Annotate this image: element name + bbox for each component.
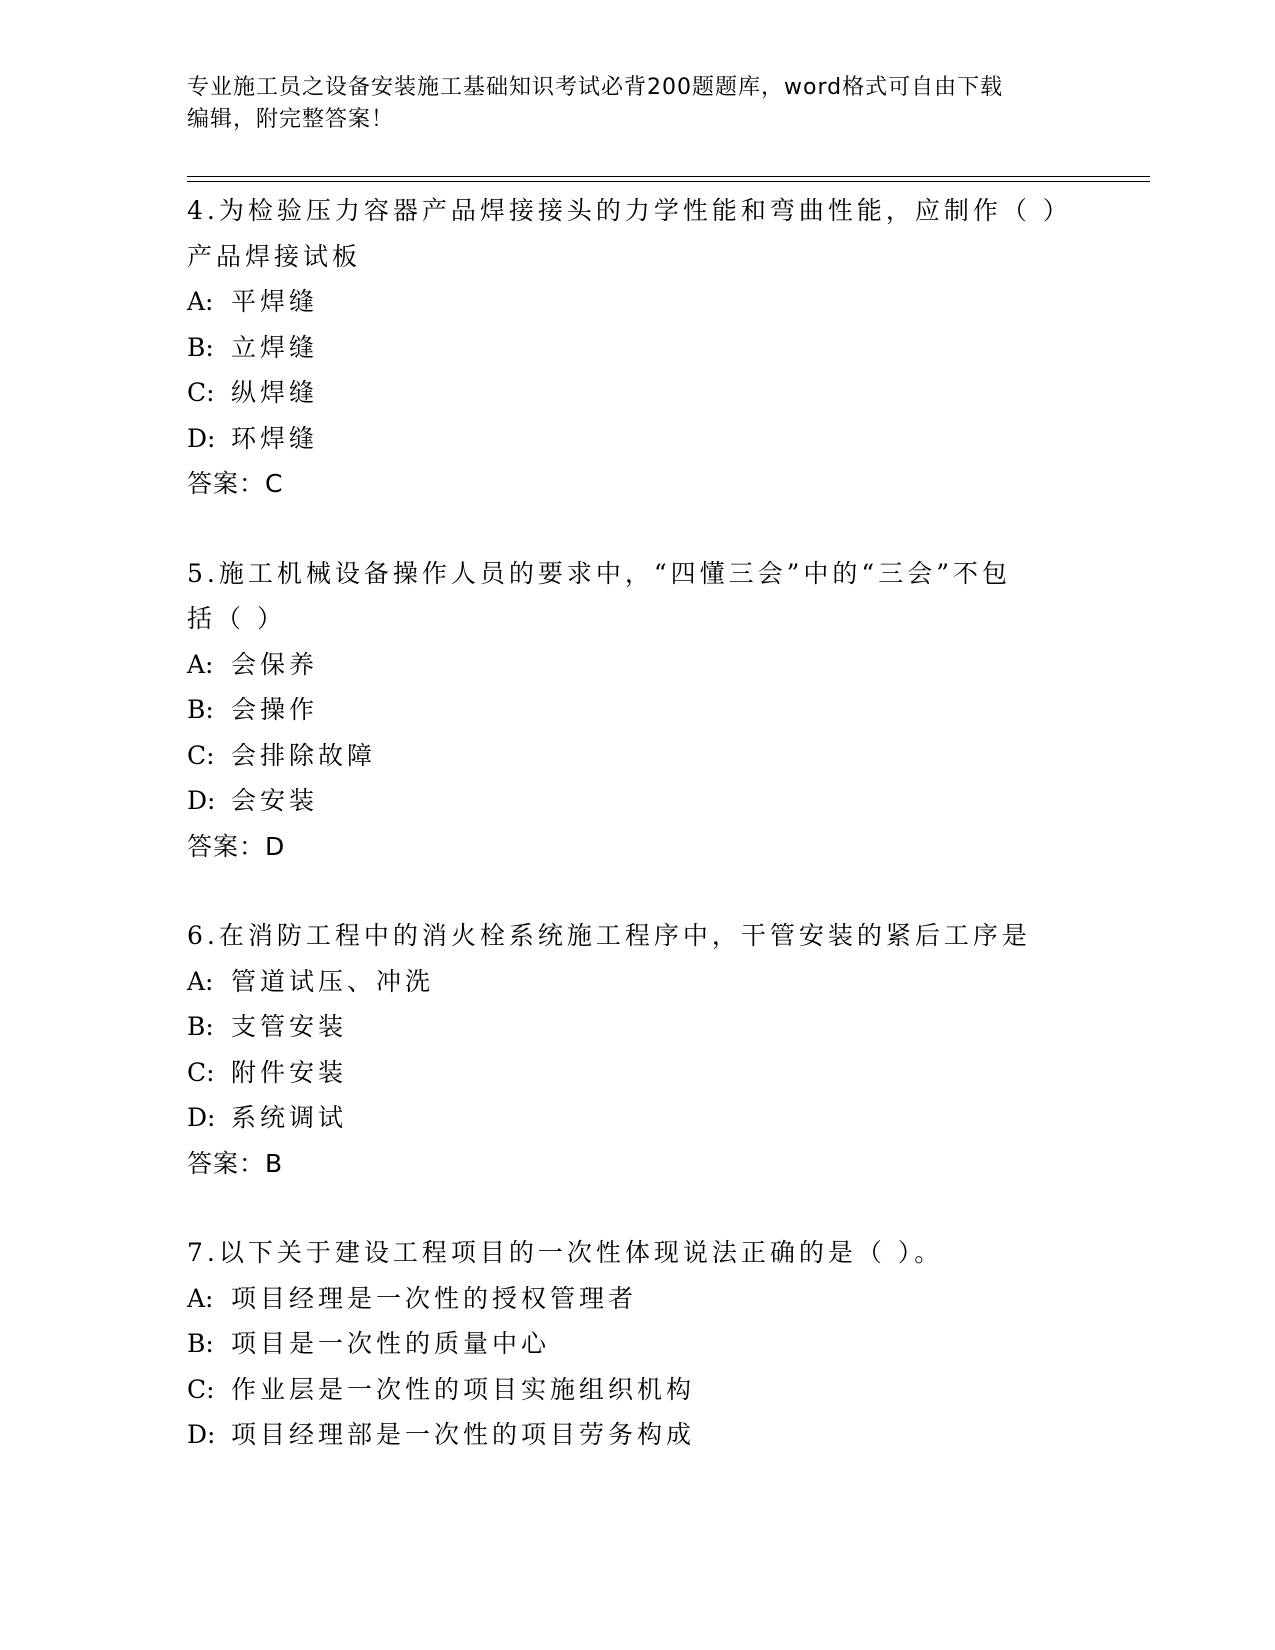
option-text: 项目经理部是一次性的项目劳务构成 [231,1420,696,1449]
option-b [187,325,1067,371]
option-letter: A: [187,1283,214,1313]
answer-line: 答案：D [187,831,286,861]
answer-line: 答案：B [187,1148,284,1178]
header-divider-bottom [187,181,1150,182]
option-text: 会安装 [231,786,319,815]
question-stem-line-2: 括（ ） [187,604,286,633]
option-d [187,416,1067,462]
option-b [187,687,1067,733]
option-text: 环焊缝 [231,423,319,453]
option-letter: B: [187,332,214,362]
option-text: 支管安装 [231,1012,348,1041]
document-header [187,72,1067,136]
option-text: 会保养 [231,649,319,679]
option-d [187,778,1067,824]
option-letter: C: [187,1374,215,1404]
option-d [187,1095,1067,1141]
question-stem-line-1: 4.为检验压力容器产品焊接接头的力学性能和弯曲性能，应制作（ ） [187,196,1072,225]
question-stem-line-1: 5.施工机械设备操作人员的要求中，“四懂三会”中的“三会”不包 [187,558,1011,588]
question-6 [187,913,1067,1186]
question-list [187,188,1072,1502]
option-text: 管道试压、冲洗 [231,966,435,996]
option-a [187,1276,1067,1322]
option-b [187,1004,1067,1050]
question-stem-line-1: 6.在消防工程中的消火栓系统施工程序中，干管安装的紧后工序是 [187,921,1031,950]
question-stem-line-1: 7.以下关于建设工程项目的一次性体现说法正确的是（ ）。 [187,1238,944,1267]
option-letter: C: [187,1057,215,1087]
option-letter: C: [187,740,215,770]
option-letter: D: [187,786,216,815]
option-text: 会操作 [231,695,319,724]
option-a [187,959,1067,1005]
option-letter: A: [187,287,214,316]
option-c [187,733,1067,779]
question-stem [187,551,1067,642]
option-letter: C: [187,378,215,407]
question-stem [187,1230,1067,1276]
option-letter: D: [187,423,216,453]
option-text: 平焊缝 [231,287,319,316]
option-text: 项目是一次性的质量中心 [231,1329,551,1358]
header-divider-top [187,176,1150,177]
question-4 [187,188,1072,507]
option-letter: B: [187,695,214,724]
answer-line: 答案：C [187,469,284,498]
option-letter: D: [187,1103,216,1132]
question-7 [187,1230,1067,1458]
option-text: 附件安装 [231,1057,348,1087]
option-text: 项目经理是一次性的授权管理者 [231,1283,638,1313]
question-stem [187,913,1067,959]
option-c [187,1367,1067,1413]
option-letter: B: [187,1012,214,1041]
option-letter: A: [187,649,214,679]
option-c [187,370,1067,416]
question-stem-line-2: 产品焊接试板 [187,241,362,271]
header-title-line-1: 专业施工员之设备安装施工基础知识考试必背200题题库，word格式可自由下载 [187,75,1004,100]
option-a [187,279,1067,325]
option-letter: D: [187,1420,216,1449]
option-letter: B: [187,1329,214,1358]
option-text: 立焊缝 [231,332,319,362]
option-d [187,1412,1067,1458]
header-title-line-2: 编辑，附完整答案！ [187,107,395,132]
question-stem [187,188,1072,279]
option-c [187,1050,1067,1096]
option-text: 纵焊缝 [231,378,319,407]
option-letter: A: [187,966,214,996]
option-a [187,642,1067,688]
option-b [187,1321,1067,1367]
option-text: 作业层是一次性的项目实施组织机构 [231,1374,696,1404]
question-5 [187,551,1067,870]
option-text: 系统调试 [231,1103,348,1132]
option-text: 会排除故障 [231,740,377,770]
